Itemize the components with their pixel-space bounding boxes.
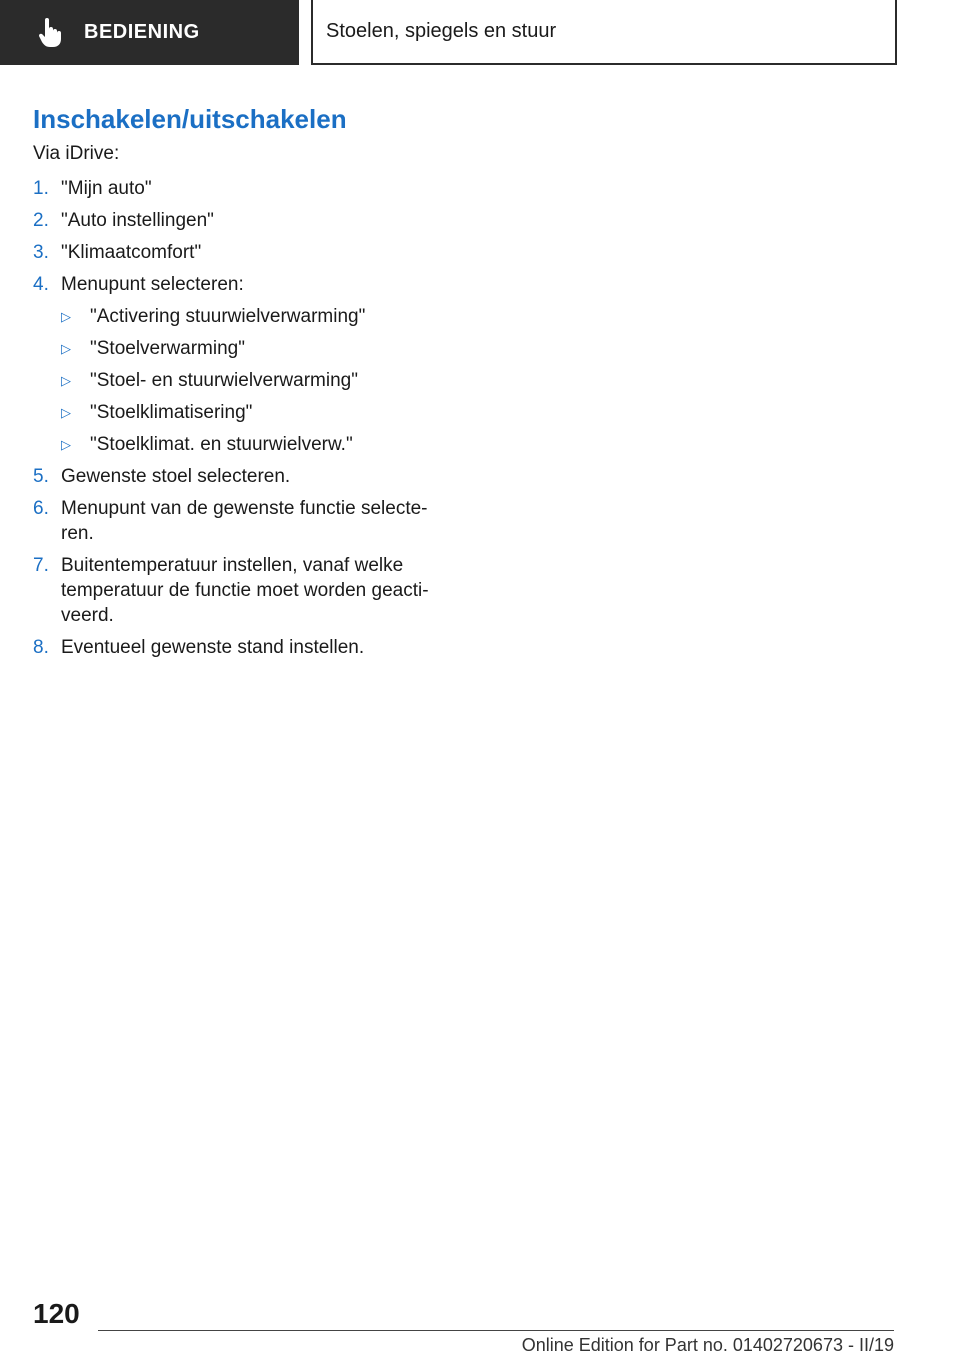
intro-text: Via iDrive: [33,143,120,164]
header-section-tab [0,0,299,65]
list-item [33,464,443,489]
main-content [33,100,443,667]
sub-option-item [33,304,443,329]
pointing-hand-icon [38,18,68,48]
triangle-bullet-icon: ▷ [61,341,71,356]
footer-divider [98,1330,894,1331]
step-text: "Klimaatcomfort" [61,242,202,263]
triangle-bullet-icon: ▷ [61,405,71,420]
list-item [33,553,443,628]
triangle-bullet-icon: ▷ [61,437,71,452]
step-text: "Mijn auto" [61,178,152,199]
list-item [33,240,443,265]
step-number: 4. [33,274,49,295]
list-item [33,496,443,546]
list-item [33,635,443,660]
step-text: "Auto instellingen" [61,210,214,231]
sub-options-list [33,304,443,457]
step-text: Gewenste stoel selecteren. [61,466,291,487]
steps-list [33,176,443,297]
list-item [33,272,443,297]
chapter-header [311,0,897,65]
step-number: 8. [33,637,49,658]
step-text: Buitentemperatuur instellen, vanaf welke temperatuur de functie moet worden geacti- veerd. [61,555,429,626]
sub-option-text: "Stoel- en stuurwielverwarming" [90,370,358,391]
list-item [33,176,443,201]
step-text: Menupunt van de gewenste functie selecte- ren. [61,498,428,544]
sub-option-text: "Stoelklimatisering" [90,402,253,423]
triangle-bullet-icon: ▷ [61,309,71,324]
step-text: Menupunt selecteren: [61,274,244,295]
step-number: 6. [33,498,49,519]
sub-option-text: "Stoelverwarming" [90,338,245,359]
step-text: Eventueel gewenste stand instellen. [61,637,365,658]
sub-option-item [33,432,443,457]
step-number: 3. [33,242,49,263]
steps-list-continued [33,464,443,660]
sub-option-item [33,368,443,393]
sub-option-item [33,336,443,361]
step-number: 5. [33,466,49,487]
step-number: 2. [33,210,49,231]
page-number: 120 [33,1298,80,1329]
section-label: BEDIENING [84,21,200,43]
step-number: 7. [33,555,49,576]
list-item [33,208,443,233]
step-number: 1. [33,178,49,199]
sub-option-item [33,400,443,425]
sub-option-text: "Stoelklimat. en stuurwielverw." [90,434,353,455]
footer-edition: Online Edition for Part no. 01402720673 - II/19 [521,1335,894,1355]
section-title: Inschakelen/uitschakelen [33,104,347,134]
sub-option-text: "Activering stuurwielverwarming" [90,306,366,327]
chapter-title: Stoelen, spiegels en stuur [326,20,557,42]
triangle-bullet-icon: ▷ [61,373,71,388]
